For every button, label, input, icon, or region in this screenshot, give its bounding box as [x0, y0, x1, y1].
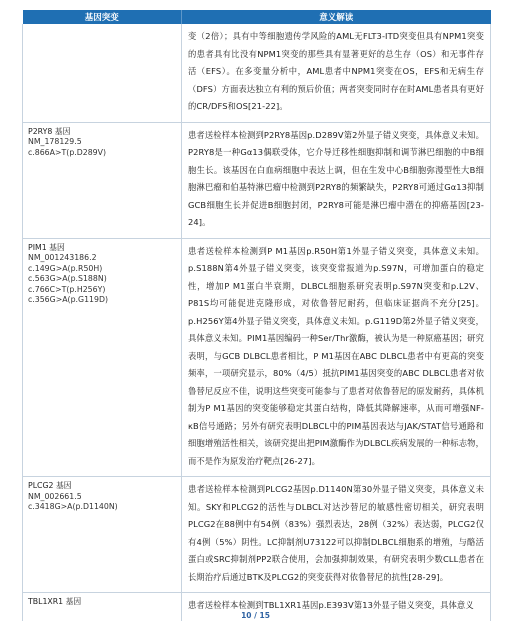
transcript-id: NM_178129.5 — [28, 137, 82, 147]
description-cell — [182, 24, 491, 122]
gene-name: P2RY8 基因 — [28, 126, 71, 136]
gene-name: TBL1XR1 基因 — [28, 597, 82, 606]
gene-cell — [23, 122, 182, 238]
description-text: 患者送检样本检测到P2RY8基因p.D289V第2外显子错义突变，具体意义未知。P2RY8是一种Gα13偶联受体，它介导迁移性细胞抑制和调节淋巴细胞的中B细胞生长。该基因在白血病细胞中表达上调，但在生发中心B细胞弥漫型性大B细胞淋巴瘤和伯基特淋巴瘤中检测到P2RY8的频繁缺失，P2RY8可通过Gα13抑制GCB细胞生长并促进B细胞封闭，P2RY8可能是淋巴瘤中潜在的抑癌基因[23-24]。 — [188, 129, 484, 227]
description-cell — [182, 477, 491, 593]
table-header-row — [23, 10, 491, 24]
transcript-id: NM_001243186.2 — [28, 253, 97, 263]
variant: c.149G>A(p.R50H) — [28, 263, 103, 273]
variant: c.866A>T(p.D289V) — [28, 147, 107, 157]
table-row — [23, 238, 491, 477]
description-cell — [182, 238, 491, 477]
description-text: 患者送检样本检测到P M1基因p.R50H第1外显子错义突变，具体意义未知。p.S188N第4外显子错义突变，该突变常报道为p.S97N，可增加蛋白的稳定性，增加P M1蛋白半衰期，DLBCL细胞系研究表明p.S97N突变和p.L2V、P81S均可能促进克隆形成，对依鲁替尼耐药，但临床证据尚不充分[25]。p.H256Y第4外显子错义突变，具体意义未知。p.G119D第2外显子错义突变，具体意义未知。PIM1基因编码一种Ser/Thr激酶，被认为是一种原癌基因；研究表明，与GCB DLBCL患者相比，P M1基因在ABC DLBCL患者中有更高的突变频率，一项研究显示，80%（4/5）抵抗PIM1基因突变的ABC DLBCL患者对依鲁替尼反应不佳，说明这些突变可能参与了患者对依鲁替尼的原发耐药，具体机制为P M1基因的突变能够稳定其蛋白结构，降低其降解速率，从而可增强NF-κB信号通路；另外有研究表明DLBCL中的PIM基因表达与JAK/STAT信号通路和细胞增殖活性相关，该研究提出把PIM激酶作为DLBCL疾病发展的一种标志物，而不是作为原发治疗靶点[26-27]。 — [188, 245, 484, 466]
variant: c.356G>A(p.G119D) — [28, 295, 108, 305]
variant: c.766C>T(p.H256Y) — [28, 284, 106, 294]
header-interpretation: 意义解读 — [182, 10, 491, 24]
gene-name: PLCG2 基因 — [28, 481, 72, 490]
description-text: 患者送检样本检测到PLCG2基因p.D1140N第30外显子错义突变，具体意义未知。SKY和PLCG2的活性与DLBCL对达沙替尼的敏感性密切相关，研究表明PLCG2在88例中有54例（83%）强烈表达，28例（32%）表达弱，PLCG2仅有4例（5%）阴性。LC抑制剂U73122可以抑制DLBCL细胞系的增殖，与酪活蛋白或SRC抑制剂PP2联合使用，会加强抑制效果，有研究表明少数CLL患者在长期治疗后通过BTK及PLCG2的突变获得对依鲁替尼的抗性[28-29]。 — [188, 484, 484, 582]
page-number: 10 / 15 — [241, 611, 270, 620]
table-row — [23, 122, 491, 238]
variant: c.563G>A(p.S188N) — [28, 274, 107, 284]
gene-cell — [23, 24, 182, 122]
gene-mutation-table — [22, 10, 491, 621]
transcript-id: NM_002661.5 — [28, 491, 82, 501]
table-row — [23, 24, 491, 122]
gene-cell — [23, 477, 182, 593]
description-text: 患者送检样本检测到TBL1XR1基因p.E393V第13外显子错义突变，具体意义 — [188, 600, 474, 610]
description-cell — [182, 122, 491, 238]
header-gene-mutation: 基因突变 — [23, 10, 182, 24]
variant: c.3418G>A(p.D1140N) — [28, 502, 118, 512]
gene-name: PIM1 基因 — [28, 242, 65, 252]
description-text: 变（2倍）；具有中等细胞遗传学风险的AML无FLT3-ITD突变但具有NPM1突变的患者具有比没有NPM1突变的那些具有显著更好的总生存（OS）和无事件存活（EFS）。在多变量分析中，AML患者中NPM1突变在OS，EFS和无病生存（DFS）方面表达独立有利的预后价值；两者突变同时存在时AML患者具有更好的CR/DFS和OS[21-22]。 — [188, 31, 484, 111]
gene-cell — [23, 238, 182, 477]
table-row — [23, 477, 491, 593]
